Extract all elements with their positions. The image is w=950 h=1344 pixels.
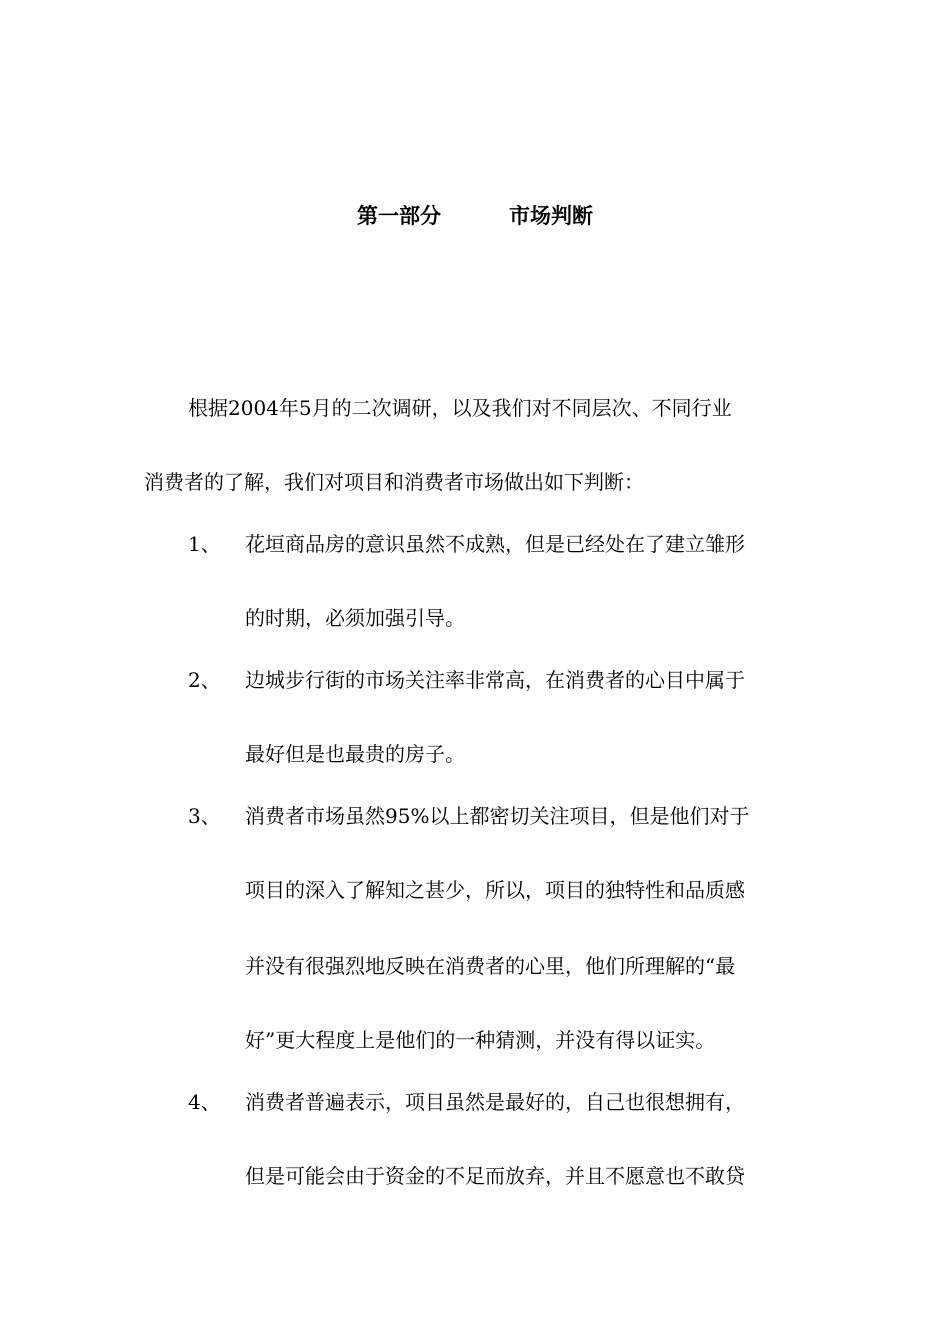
list-item-number: 3、 (188, 804, 221, 828)
list-item-line: 消费者市场虽然95%以上都密切关注项目，但是他们对于 (245, 804, 750, 828)
list-item-line: 花垣商品房的意识虽然不成熟，但是已经处在了建立雏形 (245, 532, 745, 556)
list-item-line: 并没有很强烈地反映在消费者的心里，他们所理解的“最 (245, 954, 736, 978)
list-item-number: 4、 (188, 1090, 221, 1114)
list-item-line: 边城步行街的市场关注率非常高，在消费者的心目中属于 (245, 668, 745, 692)
intro-line-1: 根据2004年5月的二次调研，以及我们对不同层次、不同行业 (188, 396, 732, 420)
list-item-line: 好”更大程度上是他们的一种猜测，并没有得以证实。 (245, 1028, 716, 1052)
list-item-line: 但是可能会由于资金的不足而放弃，并且不愿意也不敢贷 (245, 1164, 745, 1188)
list-item-line: 消费者普遍表示，项目虽然是最好的，自己也很想拥有， (245, 1090, 745, 1114)
section-name: 市场判断 (509, 204, 593, 228)
list-item-line: 的时期，必须加强引导。 (245, 606, 465, 630)
list-item-line: 最好但是也最贵的房子。 (245, 742, 465, 766)
list-item-number: 2、 (188, 668, 221, 692)
list-item-number: 1、 (188, 532, 221, 556)
intro-line-2: 消费者的了解，我们对项目和消费者市场做出如下判断： (144, 470, 644, 494)
list-item-line: 项目的深入了解知之甚少，所以，项目的独特性和品质感 (245, 878, 745, 902)
section-title (0, 200, 950, 230)
section-part-label: 第一部分 (357, 204, 441, 228)
